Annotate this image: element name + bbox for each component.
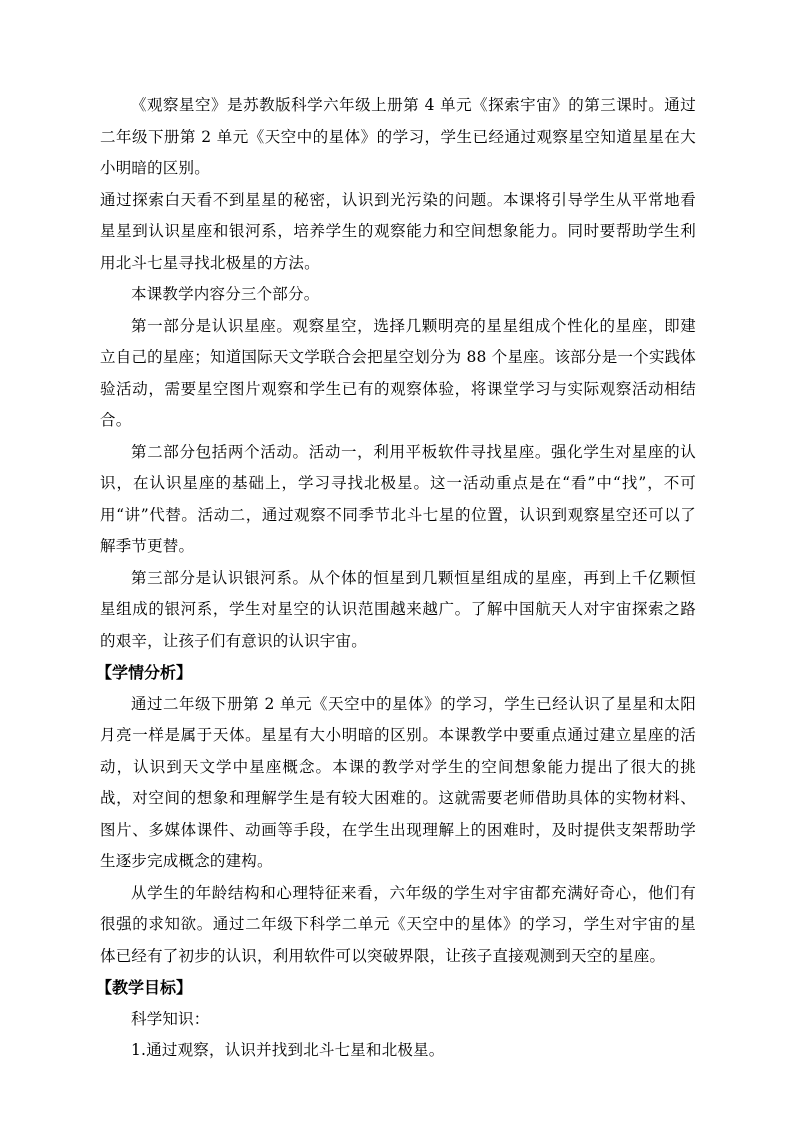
intro-paragraph-2: 通过探索白天看不到星星的秘密，认识到光污染的问题。本课将引导学生从平常地看星星到认识星座和银河系，培养学生的观察能力和空间想象能力。同时要帮助学生利用北斗七星寻找北极星的方法。 [100,190,696,272]
intro-paragraph-1: 《观察星空》是苏教版科学六年级上册第 4 单元《探索宇宙》的第三课时。通过二年级下册第 2 单元《天空中的星体》的学习，学生已经通过观察星空知道星星在大小明暗的区别。 [100,96,696,177]
teaching-goals-heading: 【教学目标】 [96,978,193,997]
intro-paragraph-5: 第二部分包括两个活动。活动一，利用平板软件寻找星座。强化学生对星座的认识，在认识星座的基础上，学习寻找北极星。这一活动重点是在“看”中“找”，不可用“讲”代替。活动二，通过观察不同季节北斗七星的位置，认识到观察星空还可以了解季节更替。 [100,442,696,555]
intro-paragraph-3: 本课教学内容分三个部分。 [131,285,320,303]
goals-paragraph-1: 科学知识： [131,1009,210,1028]
learner-paragraph-2: 从学生的年龄结构和心理特征来看，六年级的学生对宇宙都充满好奇心，他们有很强的求知欲。通过二年级下科学二单元《天空中的星体》的学习，学生对宇宙的星体已经有了初步的认识，利用软件可以突破界限，让孩子直接观测到天空的星座。 [100,883,696,965]
learner-analysis-heading: 【学情分析】 [96,663,193,682]
intro-paragraph-6: 第三部分是认识银河系。从个体的恒星到几颗恒星组成的星座，再到上千亿颗恒星组成的银河系，学生对星空的认识范围越来越广。了解中国航天人对宇宙探索之路的艰辛，让孩子们有意识的认识宇宙。 [100,568,696,650]
learner-paragraph-1: 通过二年级下册第 2 单元《天空中的星体》的学习，学生已经认识了星星和太阳月亮一样是属于天体。星星有大小明暗的区别。本课教学中要重点通过建立星座的活动，认识到天文学中星座概念。本课的教学对学生的空间想象能力提出了很大的挑战，对空间的想象和理解学生是有较大困难的。这就需要老师借助具体的实物材料、图片、多媒体课件、动画等手段，在学生出现理解上的困难时，及时提供支架帮助学生逐步完成概念的建构。 [100,694,696,870]
intro-paragraph-4: 第一部分是认识星座。观察星空，选择几颗明亮的星星组成个性化的星座，即建立自己的星座；知道国际天文学联合会把星空划分为 88 个星座。该部分是一个实践体验活动，需要星空图片观察和学生已有的观察体验，将课堂学习与实际观察活动相结合。 [100,316,696,429]
document-body [96,90,696,1067]
goals-paragraph-2: 1.通过观察，认识并找到北斗七星和北极星。 [131,1041,445,1059]
